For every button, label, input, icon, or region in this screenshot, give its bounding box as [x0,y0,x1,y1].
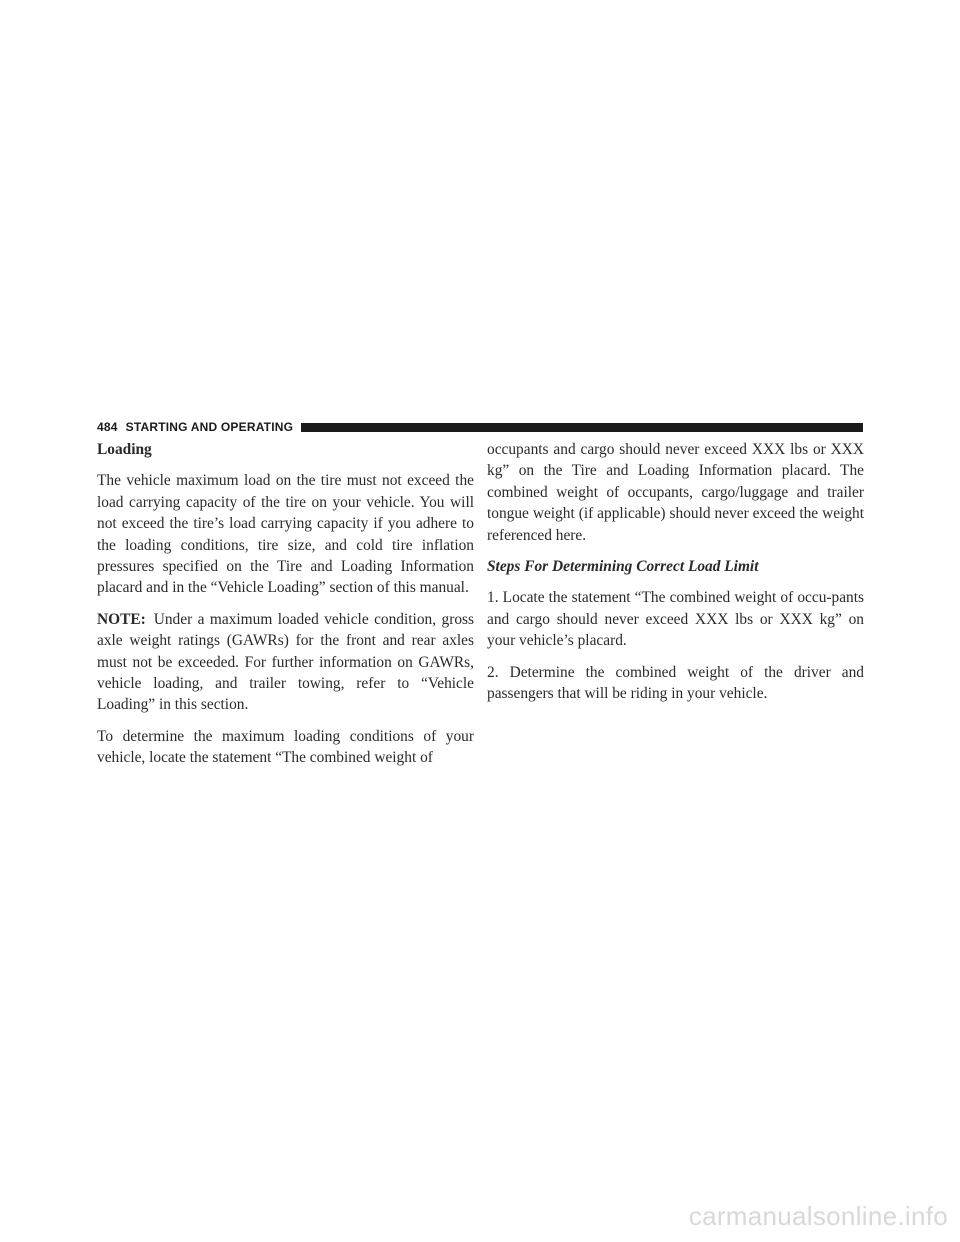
paragraph-max-loading: To determine the maximum loading conditions of your vehicle, locate the statement “The combined weight of [97,727,474,767]
step-1: 1. Locate the statement “The combined weight of occu-pants and cargo should never exceed XXX lbs or XXX kg” on your vehicle’s placard. [487,589,864,650]
note-paragraph [97,609,474,716]
page-header [97,419,863,435]
paragraph-load-capacity: The vehicle maximum load on the tire must not exceed the load carrying capacity of the tire on your vehicle. You will not exceed the tire’s load carrying capacity if you adhere to the loading conditions, tire size, and cold tire inflation pressures specified on the Tire and Loading Information placard and in the “Vehicle Loading” section of this manual. [97,472,474,597]
note-text: Under a maximum loaded vehicle condition, gross axle weight ratings (GAWRs) for the front and rear axles must not be exceeded. For further information on GAWRs, vehicle loading, and trailer towing, refer to “Vehicle Loading” in this section. [97,610,474,714]
paragraph-occupants-cargo: occupants and cargo should never exceed XXX lbs or XXX kg” on the Tire and Loading Information placard. The combined weight of occupants, cargo/luggage and trailer tongue weight (if applicable) should never exceed the weight referenced here. [487,441,864,544]
section-heading-loading: Loading [97,441,152,458]
watermark: carmanualsonline.info [688,1201,948,1231]
page-number: 484 [97,420,118,434]
header-rule [301,423,863,432]
left-column [97,439,474,779]
note-label: NOTE: [97,610,146,628]
step-2: 2. Determine the combined weight of the driver and passengers that will be riding in your vehicle. [487,663,864,703]
subheading-load-limit: Steps For Determining Correct Load Limit [487,558,759,576]
right-column [487,439,864,714]
section-title: STARTING AND OPERATING [125,420,294,434]
